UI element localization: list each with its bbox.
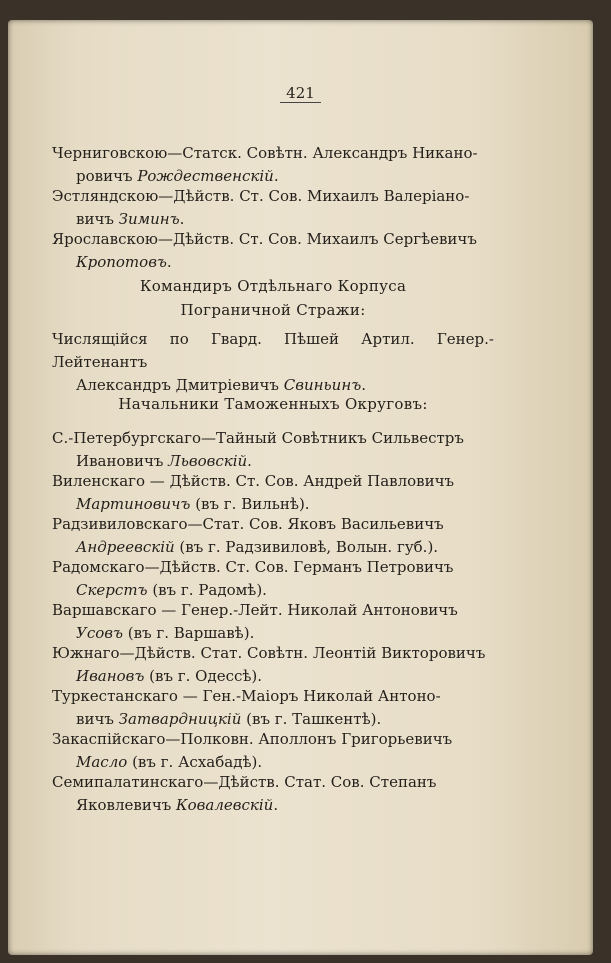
district-entry: Закаспійскаго—Полковн. Аполлонъ Григорьевичъ Масло (въ г. Асхабадѣ).	[52, 730, 453, 771]
district-entry: Туркестанскаго — Ген.-Маіоръ Николай Антоно- вичъ Затвардницкій (въ г. Ташкентѣ).	[52, 687, 441, 728]
entry-chernigov: Черниговскою—Статск. Совѣтн. Александръ Никано- ровичъ Рождественскій.	[52, 144, 478, 185]
heading-customs-districts: Начальники Таможенныхъ Округовъ:	[118, 395, 428, 413]
district-entry: Семипалатинскаго—Дѣйств. Стат. Сов. Степанъ Яковлевичъ Ковалевскій.	[52, 773, 437, 814]
entry-yaroslavl: Ярославскою—Дѣйств. Ст. Сов. Михаилъ Сергѣевичъ Кропотовъ.	[52, 230, 477, 271]
entry-estland: Эстляндскою—Дѣйств. Ст. Сов. Михаилъ Валеріано- вичъ Зиминъ.	[52, 187, 470, 228]
district-entry: Варшавскаго — Генер.-Лейт. Николай Антоновичъ Усовъ (въ г. Варшавѣ).	[52, 601, 458, 642]
book-page	[8, 20, 593, 955]
page-number: 421	[8, 84, 593, 102]
district-entry: С.-Петербургскаго—Тайный Совѣтникъ Сильвестръ Ивановичъ Львовскій.	[52, 429, 464, 470]
district-entry: Виленскаго — Дѣйств. Ст. Сов. Андрей Павловичъ Мартиновичъ (въ г. Вильнѣ).	[52, 472, 455, 513]
district-entry: Радзивиловскаго—Стат. Сов. Яковъ Васильевичъ Андреевскій (въ г. Радзивиловѣ, Волын. губ.).	[52, 515, 444, 556]
district-entry: Южнаго—Дѣйств. Стат. Совѣтн. Леонтій Викторовичъ Ивановъ (въ г. Одессѣ).	[52, 644, 486, 685]
entry-commander: Числящійся по Гвард. Пѣшей Артил. Генер.-Лейтенантъ Александръ Дмитріевичъ Свиньинъ.	[52, 330, 494, 394]
district-entry: Радомскаго—Дѣйств. Ст. Сов. Германъ Петровичъ Скерстъ (въ г. Радомѣ).	[52, 558, 454, 599]
heading-border-guard: Командиръ Отдѣльнаго Корпуса Пограничной Стражи:	[139, 277, 407, 319]
